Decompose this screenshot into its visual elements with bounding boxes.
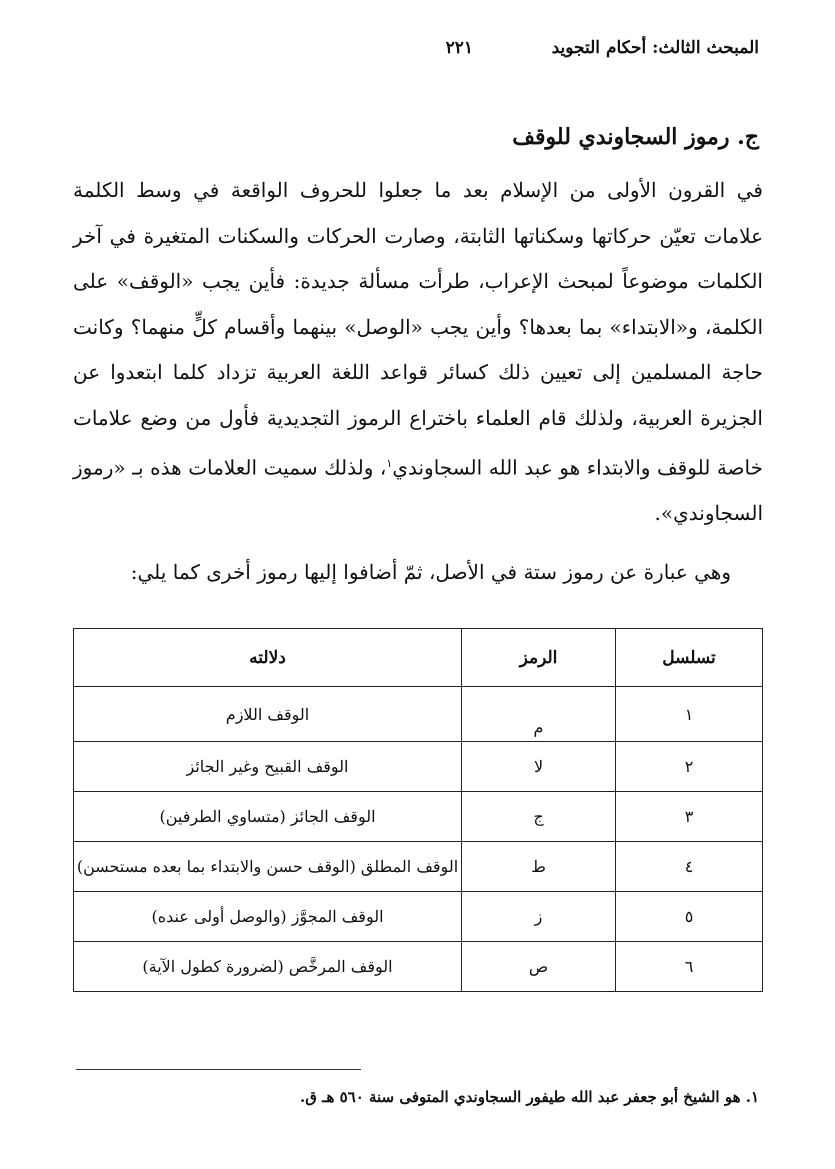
section-heading: ج. رموز السجاوندي للوقف <box>512 124 759 150</box>
header-sequence: تسلسل <box>616 629 763 687</box>
row-sequence: ٤ <box>616 842 763 892</box>
paragraph-main-text: في القرون الأولى من الإسلام بعد ما جعلوا للحروف الواقعة في وسط الكلمة علامات تعيّن حركاتها وسكناتها الثابتة، وصارت الحركات والسكنات المتغيرة في آخر الكلمات موضوعاً لمبحث الإعراب، طرأت مسألة جديدة: فأين يجب «الوقف» على الكلمة، و«الابتداء» بما بعدها؟ وأين يجب «الوصل» بينهما وأقسام كلٍّ منهما؟ وكانت حاجة المسلمين إلى تعيين ذلك كسائر قواعد اللغة العربية تزداد كلما ابتعدوا عن الجزيرة العربية، ولذلك قام العلماء باختراع الرموز التجديدية فأول من وضع علامات خاصة للوقف والابتداء هو عبد الله السجاوندي <box>73 178 763 480</box>
row-meaning: الوقف المجوَّز (والوصل أولى عنده) <box>74 892 462 942</box>
row-symbol: لا <box>462 742 616 792</box>
row-sequence: ٥ <box>616 892 763 942</box>
footnote-separator <box>76 1069 361 1070</box>
body-paragraph <box>73 168 763 537</box>
row-meaning: الوقف اللازم <box>74 687 462 742</box>
table-row <box>74 687 763 742</box>
paragraph-tail-text: ، ولذلك سميت العلامات هذه بـ «رموز السجاوندي». <box>73 455 763 526</box>
page-number: ٢٢١ <box>445 38 473 58</box>
footnote-text: ١. هو الشيخ أبو جعفر عبد الله طيفور السجاوندي المتوفى سنة ٥٦٠ هـ ق. <box>299 1088 759 1106</box>
row-symbol: م <box>462 687 616 742</box>
header-symbol: الرمز <box>462 629 616 687</box>
table-row <box>74 892 763 942</box>
row-meaning: الوقف الجائز (متساوي الطرفين) <box>74 792 462 842</box>
row-symbol: ط <box>462 842 616 892</box>
row-meaning: الوقف المطلق (الوقف حسن والابتداء بما بعده مستحسن) <box>74 842 462 892</box>
row-symbol: ج <box>462 792 616 842</box>
row-sequence: ١ <box>616 687 763 742</box>
table-row <box>74 792 763 842</box>
table-row <box>74 942 763 992</box>
table-intro-line: وهي عبارة عن رموز ستة في الأصل، ثمّ أضافوا إليها رموز أخرى كما يلي: <box>130 560 731 584</box>
row-sequence: ٢ <box>616 742 763 792</box>
row-meaning: الوقف القبيح وغير الجائز <box>74 742 462 792</box>
table-header-row <box>74 629 763 687</box>
row-symbol: ز <box>462 892 616 942</box>
row-meaning: الوقف المرخَّص (لضرورة كطول الآية) <box>74 942 462 992</box>
table-row <box>74 742 763 792</box>
sajawandi-symbols-table <box>73 628 763 992</box>
running-header-title: المبحث الثالث: أحكام التجويد <box>551 38 759 58</box>
row-sequence: ٦ <box>616 942 763 992</box>
page-header <box>70 38 759 68</box>
row-sequence: ٣ <box>616 792 763 842</box>
row-symbol: ص <box>462 942 616 992</box>
footnote-reference[interactable]: ١ <box>386 457 393 470</box>
table-row <box>74 842 763 892</box>
header-meaning: دلالته <box>74 629 462 687</box>
